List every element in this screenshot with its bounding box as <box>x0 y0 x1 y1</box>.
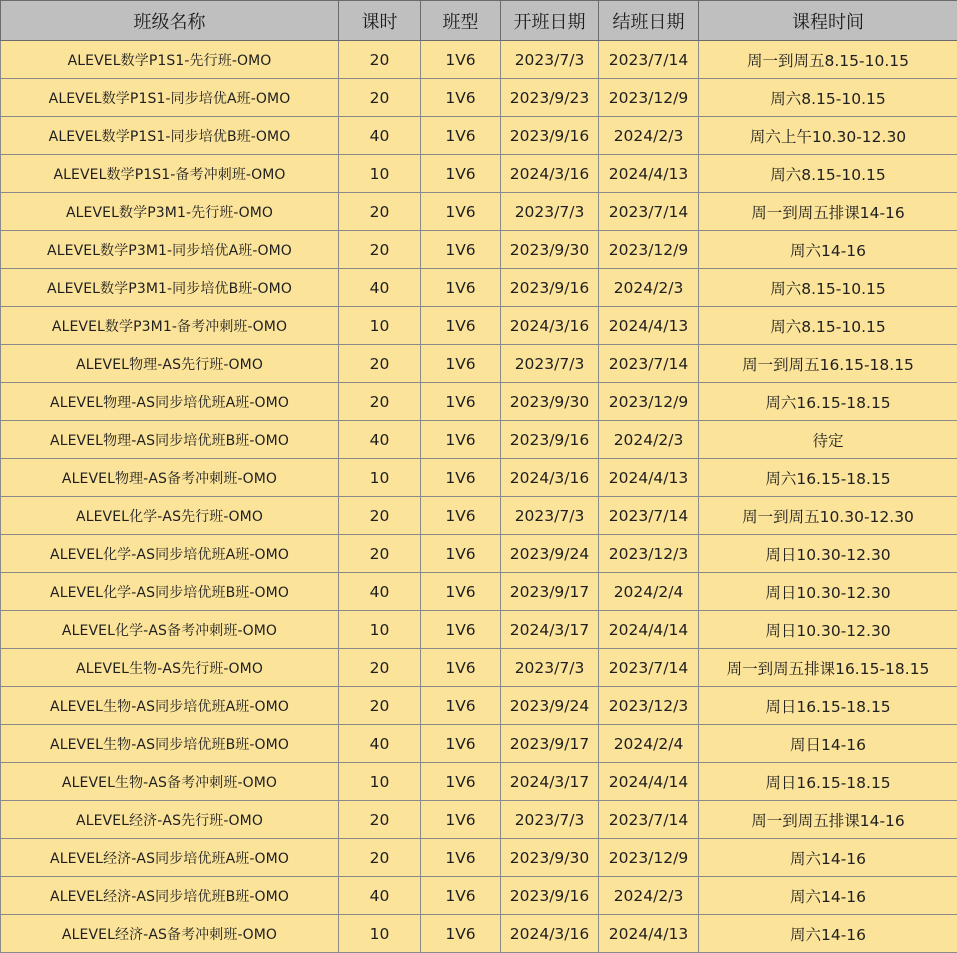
course-time-cell: 周一到周五排课16.15-18.15 <box>699 649 957 687</box>
class-type-cell: 1V6 <box>421 345 501 383</box>
hours-cell: 10 <box>339 611 421 649</box>
table-body <box>1 41 957 953</box>
table-row <box>1 193 957 231</box>
class-name-cell: ALEVEL生物-AS先行班-OMO <box>1 649 339 687</box>
header-course-time: 课程时间 <box>699 1 957 41</box>
table-row <box>1 79 957 117</box>
start-date-cell: 2023/7/3 <box>501 193 599 231</box>
class-name-cell: ALEVEL生物-AS备考冲刺班-OMO <box>1 763 339 801</box>
end-date-cell: 2023/12/3 <box>599 535 699 573</box>
end-date-cell: 2024/2/3 <box>599 877 699 915</box>
class-name-cell: ALEVEL数学P1S1-同步培优A班-OMO <box>1 79 339 117</box>
course-time-cell: 周日10.30-12.30 <box>699 611 957 649</box>
class-type-cell: 1V6 <box>421 421 501 459</box>
table-row <box>1 801 957 839</box>
start-date-cell: 2023/9/16 <box>501 117 599 155</box>
class-name-cell: ALEVEL化学-AS备考冲刺班-OMO <box>1 611 339 649</box>
class-name-cell: ALEVEL经济-AS备考冲刺班-OMO <box>1 915 339 953</box>
course-time-cell: 周六16.15-18.15 <box>699 459 957 497</box>
class-type-cell: 1V6 <box>421 915 501 953</box>
table-row <box>1 839 957 877</box>
table-row <box>1 877 957 915</box>
table-row <box>1 573 957 611</box>
start-date-cell: 2024/3/16 <box>501 307 599 345</box>
end-date-cell: 2023/7/14 <box>599 193 699 231</box>
class-type-cell: 1V6 <box>421 497 501 535</box>
course-time-cell: 周日16.15-18.15 <box>699 687 957 725</box>
table-row <box>1 383 957 421</box>
class-type-cell: 1V6 <box>421 877 501 915</box>
table-row <box>1 649 957 687</box>
header-class-name: 班级名称 <box>1 1 339 41</box>
start-date-cell: 2023/7/3 <box>501 497 599 535</box>
hours-cell: 20 <box>339 839 421 877</box>
class-name-cell: ALEVEL经济-AS同步培优班A班-OMO <box>1 839 339 877</box>
class-name-cell: ALEVEL物理-AS备考冲刺班-OMO <box>1 459 339 497</box>
course-time-cell: 周六14-16 <box>699 839 957 877</box>
course-time-cell: 周日10.30-12.30 <box>699 573 957 611</box>
end-date-cell: 2024/4/14 <box>599 611 699 649</box>
class-type-cell: 1V6 <box>421 41 501 79</box>
end-date-cell: 2024/4/13 <box>599 915 699 953</box>
header-end-date: 结班日期 <box>599 1 699 41</box>
hours-cell: 20 <box>339 649 421 687</box>
course-time-cell: 周一到周五排课14-16 <box>699 193 957 231</box>
table-row <box>1 687 957 725</box>
hours-cell: 20 <box>339 193 421 231</box>
end-date-cell: 2023/7/14 <box>599 497 699 535</box>
hours-cell: 20 <box>339 383 421 421</box>
class-type-cell: 1V6 <box>421 725 501 763</box>
hours-cell: 20 <box>339 345 421 383</box>
class-name-cell: ALEVEL物理-AS先行班-OMO <box>1 345 339 383</box>
start-date-cell: 2023/9/24 <box>501 687 599 725</box>
start-date-cell: 2024/3/16 <box>501 155 599 193</box>
end-date-cell: 2024/2/4 <box>599 573 699 611</box>
hours-cell: 20 <box>339 497 421 535</box>
course-time-cell: 周六8.15-10.15 <box>699 155 957 193</box>
class-type-cell: 1V6 <box>421 801 501 839</box>
end-date-cell: 2023/12/9 <box>599 231 699 269</box>
class-type-cell: 1V6 <box>421 231 501 269</box>
class-type-cell: 1V6 <box>421 687 501 725</box>
start-date-cell: 2023/9/16 <box>501 877 599 915</box>
start-date-cell: 2023/9/30 <box>501 231 599 269</box>
table-row <box>1 231 957 269</box>
header-class-type: 班型 <box>421 1 501 41</box>
end-date-cell: 2023/12/9 <box>599 383 699 421</box>
end-date-cell: 2024/2/4 <box>599 725 699 763</box>
hours-cell: 10 <box>339 763 421 801</box>
class-name-cell: ALEVEL数学P3M1-同步培优B班-OMO <box>1 269 339 307</box>
course-time-cell: 周日16.15-18.15 <box>699 763 957 801</box>
end-date-cell: 2024/2/3 <box>599 421 699 459</box>
class-name-cell: ALEVEL数学P1S1-备考冲刺班-OMO <box>1 155 339 193</box>
hours-cell: 20 <box>339 41 421 79</box>
class-name-cell: ALEVEL数学P3M1-同步培优A班-OMO <box>1 231 339 269</box>
end-date-cell: 2024/4/13 <box>599 307 699 345</box>
end-date-cell: 2023/7/14 <box>599 41 699 79</box>
class-name-cell: ALEVEL数学P3M1-先行班-OMO <box>1 193 339 231</box>
class-name-cell: ALEVEL化学-AS同步培优班B班-OMO <box>1 573 339 611</box>
hours-cell: 20 <box>339 687 421 725</box>
course-time-cell: 待定 <box>699 421 957 459</box>
start-date-cell: 2024/3/16 <box>501 459 599 497</box>
class-name-cell: ALEVEL化学-AS同步培优班A班-OMO <box>1 535 339 573</box>
hours-cell: 40 <box>339 573 421 611</box>
class-type-cell: 1V6 <box>421 535 501 573</box>
end-date-cell: 2024/4/13 <box>599 155 699 193</box>
table-row <box>1 763 957 801</box>
course-time-cell: 周一到周五8.15-10.15 <box>699 41 957 79</box>
start-date-cell: 2023/7/3 <box>501 801 599 839</box>
start-date-cell: 2023/9/30 <box>501 839 599 877</box>
end-date-cell: 2024/2/3 <box>599 269 699 307</box>
class-type-cell: 1V6 <box>421 193 501 231</box>
class-name-cell: ALEVEL数学P1S1-先行班-OMO <box>1 41 339 79</box>
hours-cell: 20 <box>339 79 421 117</box>
end-date-cell: 2023/12/3 <box>599 687 699 725</box>
course-time-cell: 周一到周五排课14-16 <box>699 801 957 839</box>
class-type-cell: 1V6 <box>421 611 501 649</box>
end-date-cell: 2023/12/9 <box>599 839 699 877</box>
start-date-cell: 2023/9/30 <box>501 383 599 421</box>
hours-cell: 40 <box>339 877 421 915</box>
end-date-cell: 2023/7/14 <box>599 345 699 383</box>
table-row <box>1 345 957 383</box>
course-time-cell: 周一到周五16.15-18.15 <box>699 345 957 383</box>
start-date-cell: 2023/9/17 <box>501 573 599 611</box>
course-time-cell: 周六14-16 <box>699 915 957 953</box>
course-time-cell: 周六8.15-10.15 <box>699 269 957 307</box>
course-time-cell: 周六14-16 <box>699 877 957 915</box>
start-date-cell: 2023/9/23 <box>501 79 599 117</box>
start-date-cell: 2024/3/16 <box>501 915 599 953</box>
course-time-cell: 周日14-16 <box>699 725 957 763</box>
table-row <box>1 41 957 79</box>
hours-cell: 40 <box>339 269 421 307</box>
end-date-cell: 2023/7/14 <box>599 801 699 839</box>
class-name-cell: ALEVEL生物-AS同步培优班B班-OMO <box>1 725 339 763</box>
start-date-cell: 2024/3/17 <box>501 611 599 649</box>
class-name-cell: ALEVEL物理-AS同步培优班B班-OMO <box>1 421 339 459</box>
class-name-cell: ALEVEL经济-AS同步培优班B班-OMO <box>1 877 339 915</box>
class-type-cell: 1V6 <box>421 307 501 345</box>
hours-cell: 10 <box>339 915 421 953</box>
hours-cell: 10 <box>339 459 421 497</box>
class-name-cell: ALEVEL数学P1S1-同步培优B班-OMO <box>1 117 339 155</box>
class-type-cell: 1V6 <box>421 763 501 801</box>
hours-cell: 10 <box>339 307 421 345</box>
table-row <box>1 269 957 307</box>
end-date-cell: 2024/4/13 <box>599 459 699 497</box>
class-name-cell: ALEVEL物理-AS同步培优班A班-OMO <box>1 383 339 421</box>
class-type-cell: 1V6 <box>421 839 501 877</box>
header-start-date: 开班日期 <box>501 1 599 41</box>
hours-cell: 40 <box>339 725 421 763</box>
start-date-cell: 2023/7/3 <box>501 649 599 687</box>
course-time-cell: 周六16.15-18.15 <box>699 383 957 421</box>
header-hours: 课时 <box>339 1 421 41</box>
class-name-cell: ALEVEL生物-AS同步培优班A班-OMO <box>1 687 339 725</box>
table-row <box>1 307 957 345</box>
start-date-cell: 2023/7/3 <box>501 345 599 383</box>
course-time-cell: 周六8.15-10.15 <box>699 79 957 117</box>
start-date-cell: 2024/3/17 <box>501 763 599 801</box>
start-date-cell: 2023/9/16 <box>501 421 599 459</box>
start-date-cell: 2023/9/24 <box>501 535 599 573</box>
hours-cell: 20 <box>339 535 421 573</box>
start-date-cell: 2023/9/16 <box>501 269 599 307</box>
table-row <box>1 915 957 953</box>
table-row <box>1 535 957 573</box>
course-time-cell: 周六上午10.30-12.30 <box>699 117 957 155</box>
table-row <box>1 497 957 535</box>
header-row <box>1 1 957 41</box>
hours-cell: 40 <box>339 117 421 155</box>
table-row <box>1 117 957 155</box>
table-row <box>1 421 957 459</box>
table-row <box>1 459 957 497</box>
hours-cell: 10 <box>339 155 421 193</box>
course-time-cell: 周六14-16 <box>699 231 957 269</box>
table-row <box>1 611 957 649</box>
class-name-cell: ALEVEL数学P3M1-备考冲刺班-OMO <box>1 307 339 345</box>
class-type-cell: 1V6 <box>421 383 501 421</box>
class-type-cell: 1V6 <box>421 459 501 497</box>
class-name-cell: ALEVEL化学-AS先行班-OMO <box>1 497 339 535</box>
class-type-cell: 1V6 <box>421 79 501 117</box>
table-row <box>1 155 957 193</box>
class-type-cell: 1V6 <box>421 573 501 611</box>
course-time-cell: 周六8.15-10.15 <box>699 307 957 345</box>
class-type-cell: 1V6 <box>421 269 501 307</box>
start-date-cell: 2023/9/17 <box>501 725 599 763</box>
end-date-cell: 2023/12/9 <box>599 79 699 117</box>
start-date-cell: 2023/7/3 <box>501 41 599 79</box>
end-date-cell: 2023/7/14 <box>599 649 699 687</box>
hours-cell: 40 <box>339 421 421 459</box>
end-date-cell: 2024/4/14 <box>599 763 699 801</box>
hours-cell: 20 <box>339 231 421 269</box>
class-type-cell: 1V6 <box>421 155 501 193</box>
class-name-cell: ALEVEL经济-AS先行班-OMO <box>1 801 339 839</box>
course-time-cell: 周一到周五10.30-12.30 <box>699 497 957 535</box>
table-row <box>1 725 957 763</box>
end-date-cell: 2024/2/3 <box>599 117 699 155</box>
class-type-cell: 1V6 <box>421 117 501 155</box>
hours-cell: 20 <box>339 801 421 839</box>
course-time-cell: 周日10.30-12.30 <box>699 535 957 573</box>
class-type-cell: 1V6 <box>421 649 501 687</box>
